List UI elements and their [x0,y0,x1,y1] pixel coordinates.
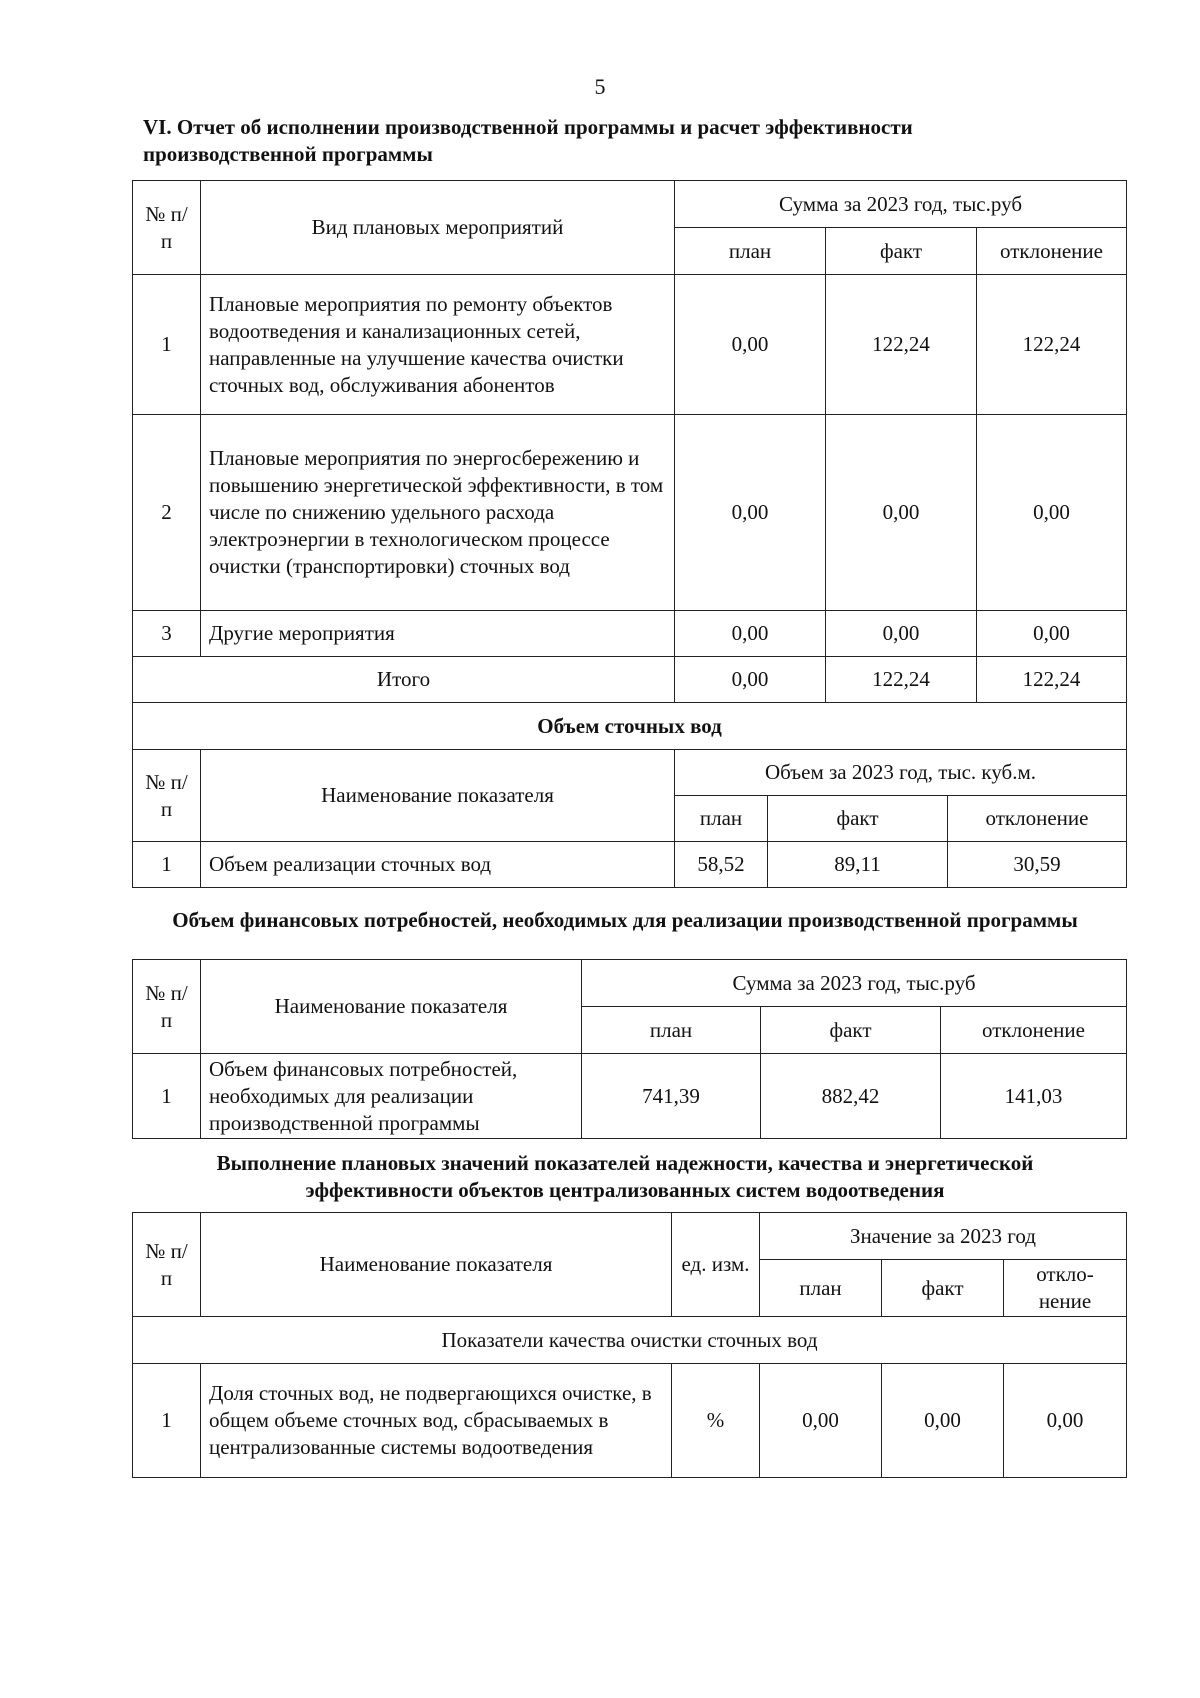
row-deviation: 0,00 [977,611,1127,657]
row-unit: % [672,1364,760,1478]
row-name: Другие мероприятия [201,611,675,657]
row-fact: 89,11 [768,842,948,888]
table-row [133,275,1127,415]
total-row [133,657,1127,703]
table-row [133,1364,1127,1478]
page-number: 5 [594,74,606,99]
volume-title: Объем сточных вод [133,703,1127,750]
row-num: 2 [133,415,201,611]
row-fact: 0,00 [826,611,977,657]
header-unit: ед. изм. [672,1213,760,1317]
header-plan: план [582,1007,761,1054]
volume-table [132,749,1127,888]
table-row [133,415,1127,611]
header-indicator-name: Наименование показателя [201,1213,672,1317]
financial-table [132,959,1127,1139]
row-num: 1 [133,1054,201,1139]
row-num: 3 [133,611,201,657]
header-sum: Сумма за 2023 год, тыс.руб [675,181,1127,228]
header-plan: план [760,1260,882,1317]
group-row-quality: Показатели качества очистки сточных вод [133,1317,1127,1364]
row-fact: 0,00 [882,1364,1004,1478]
header-deviation: отклонение [941,1007,1127,1054]
row-name: Объем финансовых потребностей, необходимых для реализации производственной программы [201,1054,582,1139]
header-indicator-name: Наименование показателя [201,750,675,842]
row-fact: 122,24 [826,275,977,415]
row-deviation: 0,00 [977,415,1127,611]
section-title-report: VI. Отчет об исполнении производственной программы и расчет эффективности производственной программы [143,115,913,166]
header-volume: Объем за 2023 год, тыс. куб.м. [675,750,1127,796]
row-plan: 0,00 [675,611,826,657]
row-plan: 0,00 [675,415,826,611]
header-num: № п/п [133,181,201,275]
header-num: № п/п [133,960,201,1054]
header-fact: факт [768,796,948,842]
total-fact: 122,24 [826,657,977,703]
row-plan: 58,52 [675,842,768,888]
table-row [133,611,1127,657]
row-plan: 741,39 [582,1054,761,1139]
row-deviation: 141,03 [941,1054,1127,1139]
header-value: Значение за 2023 год [760,1213,1127,1260]
row-name: Плановые мероприятия по ремонту объектов водоотведения и канализационных сетей, направленные на улучшение качества очистки сточных вод, обслуживания абонентов [201,275,675,415]
header-fact: факт [826,228,977,275]
header-indicator-name: Наименование показателя [201,960,582,1054]
header-fact: факт [882,1260,1004,1317]
header-deviation: отклонение [977,228,1127,275]
table-row [133,1054,1127,1139]
row-num: 1 [133,1364,201,1478]
section-title-financial: Объем финансовых потребностей, необходимых для реализации производственной программы [172,908,1078,932]
row-deviation: 122,24 [977,275,1127,415]
row-name: Плановые мероприятия по энергосбережению и повышению энергетической эффективности, в том числе по снижению удельного расхода электроэнергии в технологическом процессе очистки (транспортировки) сточных вод [201,415,675,611]
header-num: № п/п [133,750,201,842]
row-num: 1 [133,842,201,888]
row-fact: 882,42 [761,1054,941,1139]
header-sum: Сумма за 2023 год, тыс.руб [582,960,1127,1007]
row-name: Доля сточных вод, не подвергающихся очистке, в общем объеме сточных вод, сбрасываемых в централизованные системы водоотведения [201,1364,672,1478]
header-deviation: отклонение [948,796,1127,842]
total-label: Итого [133,657,675,703]
row-name: Объем реализации сточных вод [201,842,675,888]
row-plan: 0,00 [675,275,826,415]
header-fact: факт [761,1007,941,1054]
header-plan: план [675,228,826,275]
row-deviation: 0,00 [1004,1364,1127,1478]
row-num: 1 [133,275,201,415]
section-title-reliability: Выполнение плановых значений показателей надежности, качества и энергетической эффективности объектов централизованных систем водоотведения [216,1151,1034,1202]
total-deviation: 122,24 [977,657,1127,703]
table-row [133,842,1127,888]
row-deviation: 30,59 [948,842,1127,888]
header-deviation: откло-нение [1004,1260,1127,1317]
header-num: № п/п [133,1213,201,1317]
row-plan: 0,00 [760,1364,882,1478]
reliability-table [132,1212,1127,1478]
row-fact: 0,00 [826,415,977,611]
header-activity-type: Вид плановых мероприятий [201,181,675,275]
total-plan: 0,00 [675,657,826,703]
header-plan: план [675,796,768,842]
activities-table [132,180,1127,750]
